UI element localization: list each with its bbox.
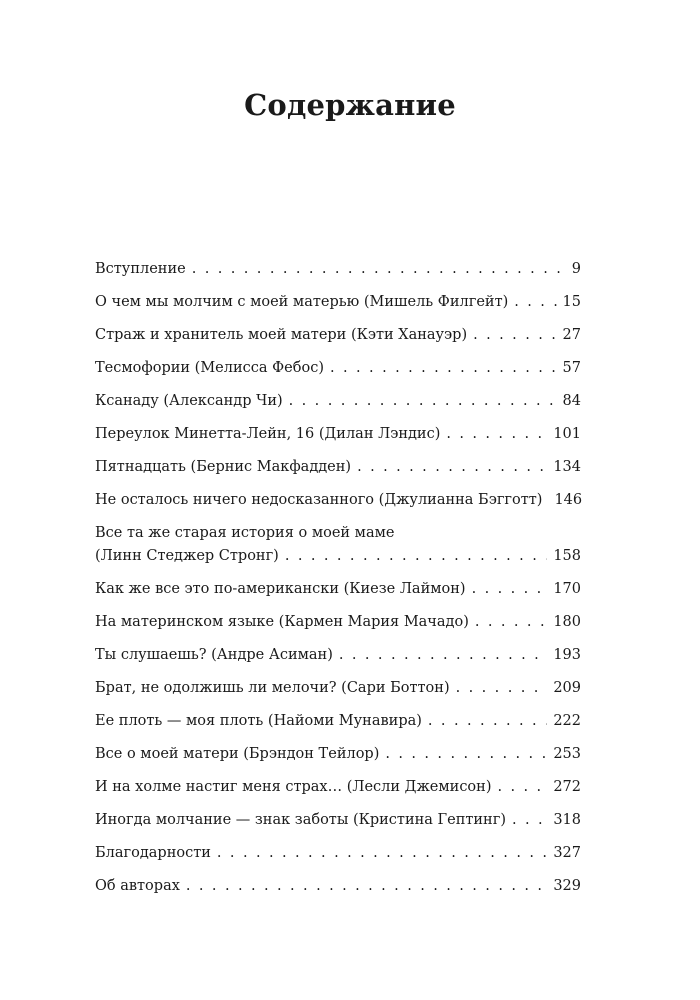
toc-entry-page: 101 (553, 426, 581, 442)
toc-entry (95, 606, 581, 639)
toc-entry-title: Не осталось ничего недосказанного (Джулианна Бэгготт) (95, 492, 543, 508)
toc-entry-title: Иногда молчание — знак заботы (Кристина Гептинг) (95, 812, 506, 828)
toc-entry-page: 146 (554, 492, 583, 508)
toc-entry-title: Все о моей матери (Брэндон Тейлор) (95, 746, 380, 762)
dot-leader (475, 612, 547, 632)
toc-entry-page: 27 (562, 327, 581, 343)
toc-entry-page: 158 (553, 548, 581, 564)
toc-entry (95, 639, 581, 672)
toc-entry-title: Тесмофории (Мелисса Фебос) (95, 360, 324, 376)
dot-leader (514, 292, 556, 312)
dot-leader (472, 579, 548, 599)
toc-entry-title: Переулок Минетта-Лейн, 16 (Дилан Лэндис) (95, 426, 441, 442)
toc-entry (95, 253, 581, 286)
toc-entry (95, 870, 581, 903)
toc-entry-page: 180 (553, 614, 581, 630)
toc-entry (95, 573, 581, 606)
toc-entry-page: 15 (562, 294, 581, 310)
dot-leader (473, 325, 556, 345)
toc-entry (95, 738, 581, 771)
toc-entry-title: Брат, не одолжишь ли мелочи? (Сари Боттон) (95, 680, 450, 696)
dot-leader (512, 810, 547, 830)
dot-leader (357, 457, 547, 477)
dot-leader (289, 391, 557, 411)
dot-leader (497, 777, 547, 797)
toc-entry-title: Ты слушаешь? (Андре Асиман) (95, 647, 333, 663)
page-title: Содержание (244, 88, 456, 122)
toc-entry (95, 484, 581, 517)
toc-entry-page: 9 (571, 261, 581, 277)
dot-leader (217, 843, 547, 863)
toc-entry (95, 319, 581, 352)
toc-entry-page: 134 (553, 459, 581, 475)
toc-entry-title: Ее плоть — моя плоть (Найоми Мунавира) (95, 713, 422, 729)
table-of-contents (95, 253, 581, 903)
dot-leader (192, 259, 566, 279)
toc-entry-title: На материнском языке (Кармен Мария Мачадо) (95, 614, 469, 630)
toc-entry-title: Ксанаду (Александр Чи) (95, 393, 283, 409)
toc-entry-page: 253 (553, 746, 581, 762)
dot-leader (446, 424, 547, 444)
toc-entry-page: 272 (553, 779, 581, 795)
dot-leader (385, 744, 547, 764)
toc-entry-title: Пятнадцать (Бернис Макфадден) (95, 459, 352, 475)
toc-entry-title: Об авторах (95, 878, 180, 894)
toc-entry-title: И на холме настиг меня страх… (Лесли Джемисон) (95, 779, 492, 795)
toc-entry (95, 804, 581, 837)
toc-entry (95, 705, 581, 738)
toc-entry-title: Вступление (95, 261, 186, 277)
toc-entry-page: 327 (553, 845, 581, 861)
toc-entry (95, 837, 581, 870)
dot-leader (330, 358, 557, 378)
toc-entry-page: 84 (562, 393, 581, 409)
dot-leader (186, 876, 547, 896)
toc-entry-page: 329 (553, 878, 581, 894)
toc-entry-title: О чем мы молчим с моей матерью (Мишель Филгейт) (95, 294, 509, 310)
toc-entry-title-line1: Все та же старая история о моей маме (95, 525, 395, 541)
toc-entry-title: Страж и хранитель моей матери (Кэти Ханауэр) (95, 327, 468, 343)
toc-entry-page: 57 (562, 360, 581, 376)
toc-entry (95, 771, 581, 804)
toc-entry-title: (Линн Стеджер Стронг) (95, 548, 279, 564)
toc-entry (95, 672, 581, 705)
toc-entry-page: 193 (553, 647, 581, 663)
toc-entry (95, 418, 581, 451)
dot-leader (339, 645, 547, 665)
dot-leader (456, 678, 548, 698)
toc-entry-page: 170 (553, 581, 581, 597)
toc-entry-title: Благодарности (95, 845, 211, 861)
toc-entry (95, 286, 581, 319)
toc-entry (95, 517, 581, 573)
toc-entry-page: 222 (553, 713, 581, 729)
toc-entry-page: 209 (553, 680, 581, 696)
toc-entry (95, 451, 581, 484)
toc-entry-title: Как же все это по-американски (Киезе Лаймон) (95, 581, 466, 597)
dot-leader (428, 711, 547, 731)
toc-entry (95, 352, 581, 385)
toc-entry (95, 385, 581, 418)
dot-leader (285, 546, 547, 566)
toc-entry-page: 318 (553, 812, 581, 828)
